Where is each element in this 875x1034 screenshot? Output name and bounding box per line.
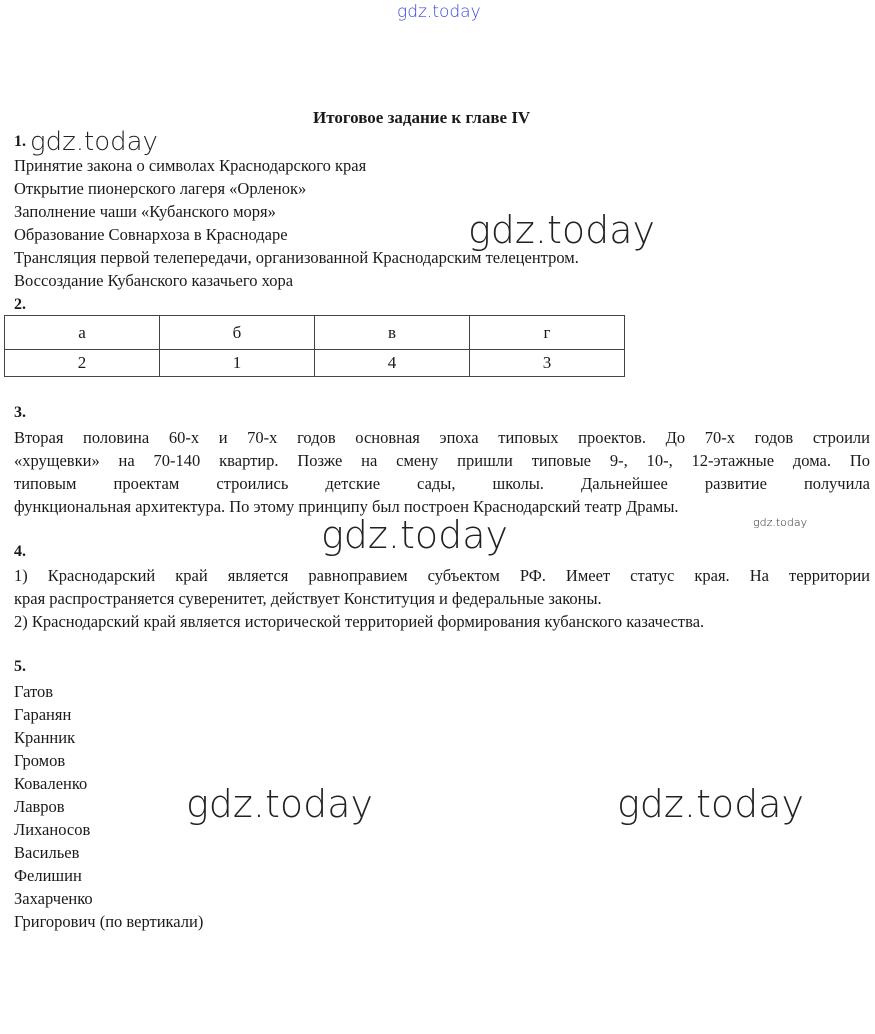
answer-table: [4, 315, 625, 377]
list-item: Принятие закона о символах Краснодарского края: [14, 156, 367, 175]
section-5-number: 5.: [14, 658, 26, 675]
paragraph-line: «хрущевки» на 70-140 квартир. Позже на смену пришли типовые 9-, 10-, 12-этажные дома. По: [14, 451, 870, 470]
page-title: Итоговое задание к главе IV: [313, 108, 531, 127]
table-header-cell: г: [470, 316, 625, 350]
watermark: gdz.today: [617, 782, 804, 826]
table-header-cell: а: [5, 316, 160, 350]
watermark-top: gdz.today: [397, 2, 481, 22]
table-header-cell: в: [315, 316, 470, 350]
list-item: Григорович (по вертикали): [14, 912, 204, 931]
list-item: Лавров: [14, 797, 65, 816]
section-4-paragraph: [14, 564, 870, 633]
watermark-small: gdz.today: [753, 516, 808, 529]
section-4-number: 4.: [14, 543, 26, 560]
table-cell: 4: [315, 350, 470, 377]
list-item: Образование Совнархоза в Краснодаре: [14, 225, 288, 244]
list-item: Трансляция первой телепередачи, организованной Краснодарским телецентром.: [14, 248, 579, 267]
list-item: Васильев: [14, 843, 80, 862]
list-item: Лиханосов: [14, 820, 91, 839]
table-header-cell: б: [160, 316, 315, 350]
section-1-list: [14, 154, 579, 292]
paragraph-line: края распространяется суверенитет, действует Конституция и федеральные законы.: [14, 589, 602, 608]
table-cell: 3: [470, 350, 625, 377]
paragraph-line: типовым проектам строились детские сады, школы. Дальнейшее развитие получила: [14, 474, 870, 493]
list-item: Коваленко: [14, 774, 88, 793]
list-item: Фелишин: [14, 866, 82, 885]
list-item: Заполнение чаши «Кубанского моря»: [14, 202, 276, 221]
list-item: Гатов: [14, 682, 54, 701]
list-item: Громов: [14, 751, 66, 770]
list-item: Воссоздание Кубанского казачьего хора: [14, 271, 294, 290]
table-cell: 1: [160, 350, 315, 377]
paragraph-line: 1) Краснодарский край является равноправием субъектом РФ. Имеет статус края. На территории: [14, 566, 870, 585]
table-row: [5, 350, 625, 377]
paragraph-line: функциональная архитектура. По этому принципу был построен Краснодарский театр Драмы.: [14, 497, 679, 516]
list-item: Кранник: [14, 728, 76, 747]
table-header-row: [5, 316, 625, 350]
watermark: gdz.today: [321, 513, 508, 557]
list-item: Захарченко: [14, 889, 93, 908]
section-2-number: 2.: [14, 296, 26, 313]
paragraph-line: 2) Краснодарский край является исторической территорией формирования кубанского казачества.: [14, 612, 705, 631]
list-item: Открытие пионерского лагеря «Орленок»: [14, 179, 307, 198]
table-cell: 2: [5, 350, 160, 377]
watermark: gdz.today: [186, 782, 373, 826]
section-1-number: 1.: [14, 133, 26, 150]
list-item: Гаранян: [14, 705, 72, 724]
watermark: gdz.today: [468, 208, 655, 252]
section-5-list: [14, 680, 203, 933]
section-3-number: 3.: [14, 404, 26, 421]
watermark: gdz.today: [30, 127, 158, 157]
section-3-paragraph: [14, 426, 870, 518]
paragraph-line: Вторая половина 60-х и 70-х годов основная эпоха типовых проектов. До 70-х годов строили: [14, 428, 870, 447]
